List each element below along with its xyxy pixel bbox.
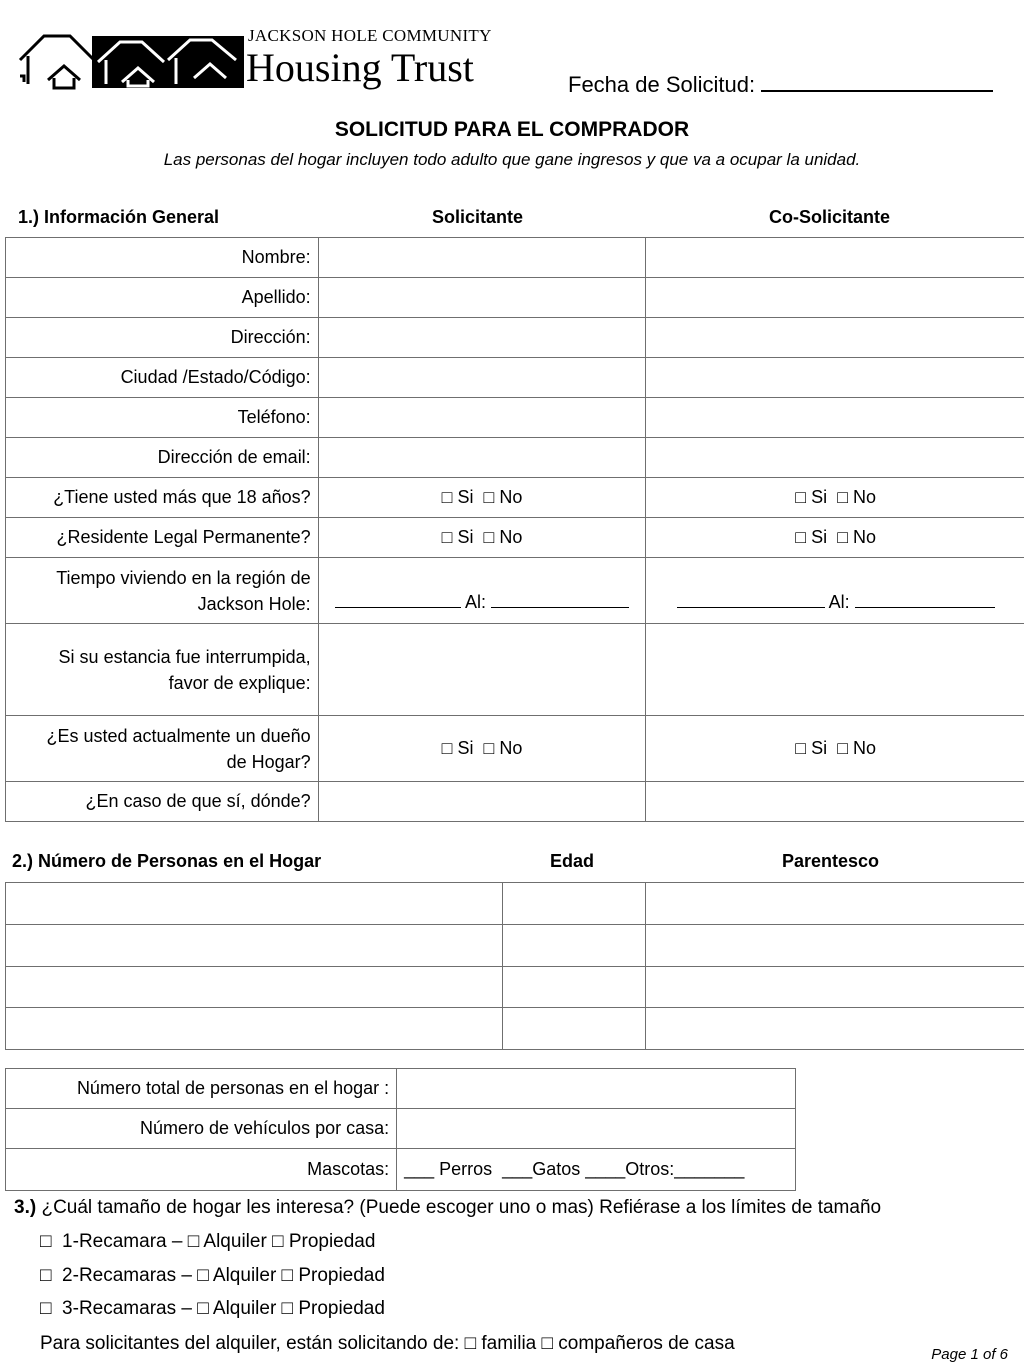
pets-field[interactable]: ___ Perros ___Gatos ____Otros:_______ — [397, 1149, 796, 1191]
row-label: Ciudad /Estado/Código: — [6, 358, 319, 398]
application-date-line[interactable] — [761, 70, 993, 92]
table-row — [6, 278, 1024, 318]
no-checkbox[interactable]: □ No — [483, 527, 523, 547]
member-name-field[interactable] — [6, 925, 503, 967]
table-row — [6, 883, 1024, 925]
row-label: Mascotas: — [6, 1149, 397, 1191]
checkbox-icon[interactable]: □ — [40, 1265, 52, 1286]
applicant-resident-choice — [318, 518, 646, 558]
member-age-field[interactable] — [502, 1008, 646, 1050]
table-row — [6, 478, 1024, 518]
applicant-time-field — [318, 558, 646, 624]
table-row — [6, 238, 1024, 278]
time-label-line2: Jackson Hole: — [197, 593, 311, 614]
row-label — [6, 716, 319, 782]
member-relation-field[interactable] — [646, 967, 1024, 1008]
applicant-first-name-field[interactable] — [318, 238, 646, 278]
page-title: SOLICITUD PARA EL COMPRADOR — [334, 118, 690, 141]
coapplicant-phone-field[interactable] — [646, 398, 1024, 438]
application-date-field[interactable] — [568, 70, 993, 98]
col-relation-header: Parentesco — [782, 851, 880, 871]
member-name-field[interactable] — [6, 1008, 503, 1050]
coapplicant-interrupted-field[interactable] — [646, 624, 1024, 716]
table-row — [6, 398, 1024, 438]
al-label: Al: — [465, 592, 487, 612]
applicant-time-from-line[interactable] — [335, 591, 461, 608]
vehicles-field[interactable] — [397, 1109, 796, 1149]
table-row — [6, 358, 1024, 398]
applicant-where-field[interactable] — [318, 782, 646, 822]
option-1-bedroom[interactable] — [40, 1231, 375, 1253]
si-checkbox[interactable]: □ Si — [795, 527, 828, 547]
household-totals-table — [5, 1068, 796, 1191]
coapplicant-where-field[interactable] — [646, 782, 1024, 822]
applicant-owner-choice — [318, 716, 646, 782]
applicant-phone-field[interactable] — [318, 398, 646, 438]
household-members-table — [5, 882, 1024, 1050]
option-label: 1-Recamara – □ Alquiler □ Propiedad — [62, 1231, 376, 1252]
row-label: Apellido: — [6, 278, 319, 318]
applicant-age-choice — [318, 478, 646, 518]
logo-org-title: Housing Trust — [246, 45, 474, 90]
member-name-field[interactable] — [6, 883, 503, 925]
rental-applicant-type[interactable]: Para solicitantes del alquiler, están solicitando de: □ familia □ compañeros de casa — [40, 1333, 735, 1354]
col-age-header: Edad — [550, 851, 595, 871]
coapplicant-time-to-line[interactable] — [855, 591, 995, 608]
si-checkbox[interactable]: □ Si — [441, 738, 474, 758]
row-label: Nombre: — [6, 238, 319, 278]
member-name-field[interactable] — [6, 967, 503, 1008]
general-info-table — [5, 237, 1024, 822]
section2-heading: 2.) Número de Personas en el Hogar — [12, 851, 322, 871]
row-label: ¿Residente Legal Permanente? — [6, 518, 319, 558]
row-label — [6, 624, 319, 716]
table-row — [6, 318, 1024, 358]
row-label: Teléfono: — [6, 398, 319, 438]
si-checkbox[interactable]: □ Si — [795, 487, 828, 507]
coapplicant-first-name-field[interactable] — [646, 238, 1024, 278]
member-relation-field[interactable] — [646, 883, 1024, 925]
owner-label-line2: de Hogar? — [226, 751, 311, 772]
time-label-line1: Tiempo viviendo en la región de — [56, 567, 311, 588]
coapplicant-email-field[interactable] — [646, 438, 1024, 478]
section3-number: 3.) — [14, 1197, 37, 1218]
table-row — [6, 1109, 796, 1149]
si-checkbox[interactable]: □ Si — [441, 487, 474, 507]
no-checkbox[interactable]: □ No — [837, 738, 877, 758]
applicant-city-field[interactable] — [318, 358, 646, 398]
al-label: Al: — [828, 592, 850, 612]
option-label: 2-Recamaras – □ Alquiler □ Propiedad — [62, 1265, 385, 1286]
coapplicant-owner-choice — [646, 716, 1024, 782]
member-age-field[interactable] — [502, 883, 646, 925]
checkbox-icon[interactable]: □ — [40, 1231, 52, 1252]
option-3-bedroom[interactable] — [40, 1298, 385, 1320]
application-date-label: Fecha de Solicitud: — [568, 72, 756, 97]
page-subtitle: Las personas del hogar incluyen todo adulto que gane ingresos y que va a ocupar la unidad. — [163, 150, 861, 169]
coapplicant-address-field[interactable] — [646, 318, 1024, 358]
section3-question — [14, 1197, 881, 1219]
si-checkbox[interactable]: □ Si — [795, 738, 828, 758]
member-age-field[interactable] — [502, 925, 646, 967]
table-row — [6, 438, 1024, 478]
applicant-last-name-field[interactable] — [318, 278, 646, 318]
row-label: ¿En caso de que sí, dónde? — [6, 782, 319, 822]
si-checkbox[interactable]: □ Si — [441, 527, 474, 547]
option-label: 3-Recamaras – □ Alquiler □ Propiedad — [62, 1298, 385, 1319]
row-label — [6, 558, 319, 624]
row-label: ¿Tiene usted más que 18 años? — [6, 478, 319, 518]
option-2-bedroom[interactable] — [40, 1265, 385, 1287]
applicant-time-to-line[interactable] — [491, 591, 629, 608]
col-coapplicant-header: Co-Solicitante — [769, 207, 891, 227]
row-label: Dirección de email: — [6, 438, 319, 478]
no-checkbox[interactable]: □ No — [837, 487, 877, 507]
owner-label-line1: ¿Es usted actualmente un dueño — [46, 725, 311, 746]
row-label: Dirección: — [6, 318, 319, 358]
table-row — [6, 1069, 796, 1109]
interrupted-label-line1: Si su estancia fue interrumpida, — [58, 646, 311, 667]
member-relation-field[interactable] — [646, 925, 1024, 967]
table-row — [6, 558, 1024, 624]
no-checkbox[interactable]: □ No — [483, 487, 523, 507]
coapplicant-time-field — [646, 558, 1024, 624]
section3-question-text: ¿Cuál tamaño de hogar les interesa? (Puede escoger uno o mas) Refiérase a los límites de tamaño — [41, 1197, 882, 1218]
table-row — [6, 967, 1024, 1008]
coapplicant-last-name-field[interactable] — [646, 278, 1024, 318]
logo-org-name: JACKSON HOLE COMMUNITY — [248, 26, 492, 45]
coapplicant-city-field[interactable] — [646, 358, 1024, 398]
interrupted-label-line2: favor de explique: — [168, 672, 311, 693]
total-people-field[interactable] — [397, 1069, 796, 1109]
checkbox-icon[interactable]: □ — [40, 1298, 52, 1319]
table-row — [6, 782, 1024, 822]
applicant-email-field[interactable] — [318, 438, 646, 478]
page-number: Page 1 of 6 — [931, 1346, 1008, 1363]
section1-heading: 1.) Información General — [18, 207, 220, 227]
row-label: Número de vehículos por casa: — [6, 1109, 397, 1149]
row-label: Número total de personas en el hogar : — [6, 1069, 397, 1109]
table-row — [6, 1008, 1024, 1050]
table-row — [6, 518, 1024, 558]
coapplicant-resident-choice — [646, 518, 1024, 558]
coapplicant-age-choice — [646, 478, 1024, 518]
member-relation-field[interactable] — [646, 1008, 1024, 1050]
member-age-field[interactable] — [502, 967, 646, 1008]
table-row — [6, 624, 1024, 716]
table-row — [6, 925, 1024, 967]
col-applicant-header: Solicitante — [432, 207, 524, 227]
applicant-address-field[interactable] — [318, 318, 646, 358]
no-checkbox[interactable]: □ No — [837, 527, 877, 547]
table-row — [6, 716, 1024, 782]
applicant-interrupted-field[interactable] — [318, 624, 646, 716]
coapplicant-time-from-line[interactable] — [677, 591, 825, 608]
table-row — [6, 1149, 796, 1191]
no-checkbox[interactable]: □ No — [483, 738, 523, 758]
